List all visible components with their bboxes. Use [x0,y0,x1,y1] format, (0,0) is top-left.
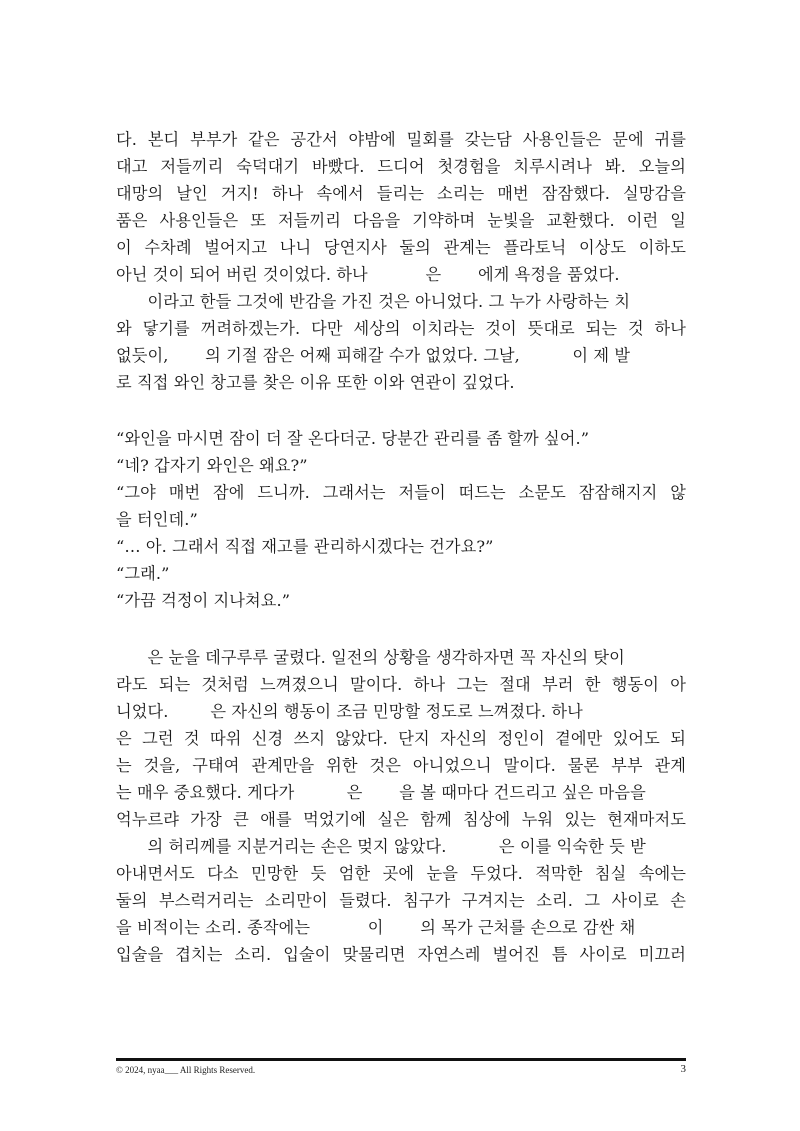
text-line: 둘의 부스럭거리는 소리만이 들렸다. 침구가 구겨지는 소리. 그 사이로 손 [116,891,686,910]
text-line: 는 매우 중요했다. 게다가 은 을 볼 때마다 건드리고 싶은 마음을 [116,783,646,802]
text-line: 와 닿기를 꺼려하겠는가. 다만 세상의 이치라는 것이 뜻대로 되는 것 하나 [116,319,686,338]
text-line: 니었다. 은 자신의 행동이 조금 민망할 정도로 느껴졌다. 하나 [116,702,583,721]
text-line: 다. 본디 부부가 같은 공간서 야밤에 밀회를 갖는담 사용인들은 문에 귀를 [116,130,686,149]
dialogue-line: “그야 매번 잠에 드니까. 그래서는 저들이 떠드는 소문도 잠잠해지지 않 [116,483,686,502]
text-line: 은 눈을 데구루루 굴렸다. 일전의 상황을 생각하자면 꼭 자신의 탓이 [116,648,625,667]
text-line: 아내면서도 다소 민망한 듯 엄한 곳에 눈을 두었다. 적막한 침실 속에는 [116,864,686,883]
text-line: 품은 사용인들은 또 저들끼리 다음을 기약하며 눈빛을 교환했다. 이런 일 [116,211,686,230]
footer-divider [116,1058,686,1061]
text-line: 대망의 날인 거지! 하나 속에서 들리는 소리는 매번 잠잠했다. 실망감을 [116,184,686,203]
text-line: 을 비적이는 소리. 종작에는 이 의 목가 근처를 손으로 감싼 채 [116,918,636,937]
text-line: 이라고 한들 그것에 반감을 가진 것은 아니었다. 그 누가 사랑하는 치 [116,292,631,311]
dialogue-line: “가끔 걱정이 지나쳐요.” [116,591,291,610]
text-line: 없듯이, 의 기절 잠은 어째 피해갈 수가 없었다. 그날, 이 제 발 [116,346,631,365]
text-line: 의 허리께를 지분거리는 손은 멎지 않았다. 은 이를 익숙한 듯 받 [116,837,646,856]
text-line: 는 것을, 구태여 관계만을 위한 것은 아니었으니 말이다. 물론 부부 관계 [116,756,686,775]
dialogue-line: “네? 갑자기 와인은 왜요?” [116,456,308,475]
text-line: 로 직접 와인 창고를 찾은 이유 또한 이와 연관이 깊었다. [116,373,515,392]
text-line: 대고 저들끼리 숙덕대기 바빴다. 드디어 첫경험을 치루시려나 봐. 오늘의 [116,157,686,176]
page-number: 3 [680,1063,686,1075]
dialogue-line: “… 아. 그래서 직접 재고를 관리하시겠다는 건가요?” [116,537,494,556]
dialogue-line: “그래.” [116,564,170,583]
text-line: 라도 되는 것처럼 느껴졌으니 말이다. 하나 그는 절대 부러 한 행동이 아 [116,675,686,694]
copyright-notice: © 2024, nyaa___ All Rights Reserved. [116,1065,256,1075]
dialogue-line: “와인을 마시면 잠이 더 잘 온다더군. 당분간 관리를 좀 할까 싶어.” [116,429,590,448]
text-line: 아닌 것이 되어 버린 것이었다. 하나 은 에게 욕정을 품었다. [116,265,620,284]
text-line: 입술을 겹치는 소리. 입술이 맞물리면 자연스레 벌어진 틈 사이로 미끄러 [116,945,686,964]
text-line: 억누르랴 가장 큰 애를 먹었기에 실은 함께 침상에 누워 있는 현재마저도 [116,810,686,829]
dialogue-line: 을 터인데.” [116,510,198,529]
text-line: 은 그런 것 따위 신경 쓰지 않았다. 단지 자신의 정인이 곁에만 있어도 되 [116,729,686,748]
text-line: 이 수차례 벌어지고 나니 당연지사 둘의 관계는 플라토닉 이상도 이하도 [116,238,686,257]
